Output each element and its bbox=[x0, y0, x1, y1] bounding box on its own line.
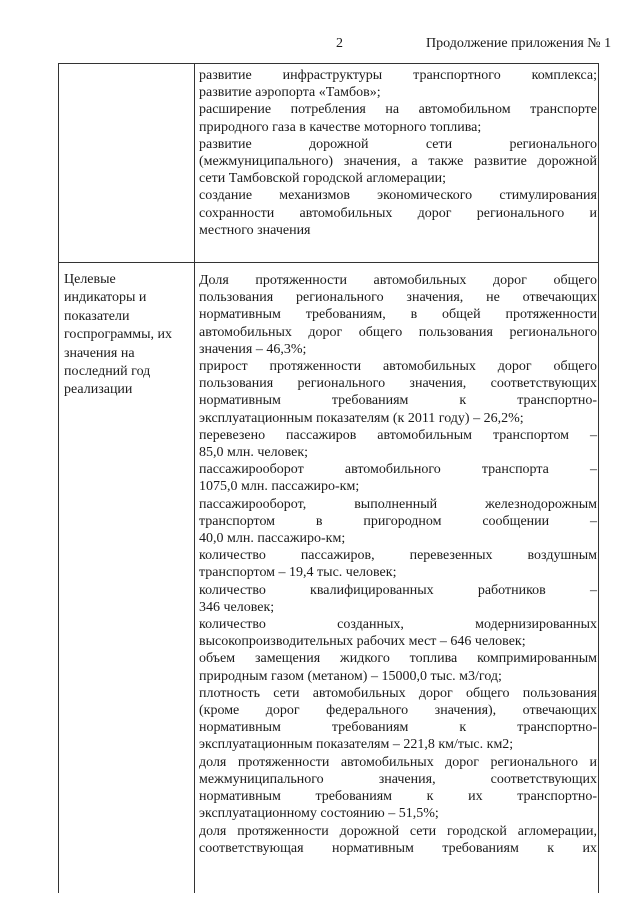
row2-line: транспортом в пригородном сообщении – bbox=[199, 513, 597, 529]
appendix-note: Продолжение приложения № 1 bbox=[426, 36, 612, 51]
row2-line: количество созданных, модернизированных bbox=[199, 617, 597, 633]
table-border-right bbox=[598, 63, 599, 893]
label-line: Целевые bbox=[64, 272, 116, 287]
row2-line: прирост протяженности автомобильных дорог общего bbox=[199, 359, 597, 375]
row2-line: автомобильных дорог общего пользования регионального bbox=[199, 324, 597, 340]
row2-line: пользования регионального значения, не отвечающих bbox=[199, 290, 597, 306]
label-line: реализации bbox=[64, 382, 133, 398]
table-column-divider bbox=[194, 63, 195, 893]
row2-line: природным газом (метаном) – 15000,0 тыс. м3/год; bbox=[199, 668, 502, 684]
row2-line: эксплуатационным показателям (к 2011 году) – 26,2%; bbox=[199, 410, 524, 426]
row1-line: создание механизмов экономического стимулирования bbox=[199, 188, 597, 204]
page-number: 2 bbox=[336, 36, 343, 51]
row2-line: 85,0 млн. человек; bbox=[199, 445, 309, 461]
row1-line: природного газа в качестве моторного топлива; bbox=[199, 119, 482, 135]
row1-line: сети Тамбовской городской агломерации; bbox=[199, 171, 446, 187]
row1-line: сохранности автомобильных дорог регионального и bbox=[199, 205, 597, 221]
row2-line: пассажирооборот автомобильного транспорта – bbox=[199, 462, 597, 478]
row2-line: нормативным требованиям, в общей протяженности bbox=[199, 307, 597, 323]
row2-line: (кроме дорог федерального значения), отвечающих bbox=[199, 703, 597, 719]
row2-line: 1075,0 млн. пассажиро-км; bbox=[199, 479, 360, 495]
table-border-top bbox=[58, 63, 599, 64]
row2-line: количество квалифицированных работников – bbox=[199, 582, 597, 598]
label-line: индикаторы и bbox=[64, 290, 147, 306]
row2-line: доля протяженности дорожной сети городской агломерации, bbox=[199, 823, 597, 839]
row1-line: развитие инфраструктуры транспортного комплекса; bbox=[199, 68, 597, 83]
row2-line: межмуниципального значения, соответствующих bbox=[199, 771, 597, 787]
row2-line: эксплуатационным показателям – 221,8 км/тыс. км2; bbox=[199, 737, 514, 753]
row2-line: высокопроизводительных рабочих мест – 646 человек; bbox=[199, 634, 526, 650]
row2-line: Доля протяженности автомобильных дорог общего bbox=[199, 273, 597, 288]
row2-line: доля протяженности автомобильных дорог регионального и bbox=[199, 754, 597, 770]
label-line: показатели bbox=[64, 308, 130, 324]
row1-line: (межмуниципального) значения, а также развитие дорожной bbox=[199, 154, 597, 170]
row2-line: транспортом – 19,4 тыс. человек; bbox=[199, 565, 397, 581]
row2-line: нормативным требованиям к их транспортно- bbox=[199, 789, 597, 805]
row2-line: количество пассажиров, перевезенных воздушным bbox=[199, 548, 597, 564]
row2-line: соответствующая нормативным требованиям к их bbox=[199, 840, 597, 856]
table-border-left bbox=[58, 63, 59, 893]
row2-line: 40,0 млн. пассажиро-км; bbox=[199, 531, 346, 547]
row2-line: пользования регионального значения, соответствующих bbox=[199, 376, 597, 392]
row2-line: 346 человек; bbox=[199, 599, 275, 615]
label-line: последний год bbox=[64, 364, 151, 380]
row1-line: местного значения bbox=[199, 222, 311, 238]
label-line: госпрограммы, их bbox=[64, 327, 173, 343]
row2-line: объем замещения жидкого топлива компримированным bbox=[199, 651, 597, 667]
row2-line: перевезено пассажиров автомобильным транспортом – bbox=[199, 427, 597, 443]
row2-line: нормативным требованиям к транспортно- bbox=[199, 393, 597, 409]
indicators-content bbox=[199, 272, 597, 857]
row1-line: расширение потребления на автомобильном транспорте bbox=[199, 102, 597, 118]
row2-line: плотность сети автомобильных дорог общего пользования bbox=[199, 685, 597, 701]
document-table bbox=[58, 63, 599, 893]
table-row-divider bbox=[58, 262, 599, 263]
row1-line: развитие аэропорта «Тамбов»; bbox=[199, 85, 381, 101]
indicators-label bbox=[64, 271, 194, 400]
row2-line: пассажирооборот, выполненный железнодорожным bbox=[199, 496, 597, 512]
row1-content bbox=[199, 67, 597, 239]
row1-line: развитие дорожной сети регионального bbox=[199, 136, 597, 152]
row2-line: нормативным требованиям к транспортно- bbox=[199, 720, 597, 736]
label-line: значения на bbox=[64, 345, 135, 361]
row2-line: значения – 46,3%; bbox=[199, 341, 307, 357]
row2-line: эксплуатационному состоянию – 51,5%; bbox=[199, 806, 439, 822]
